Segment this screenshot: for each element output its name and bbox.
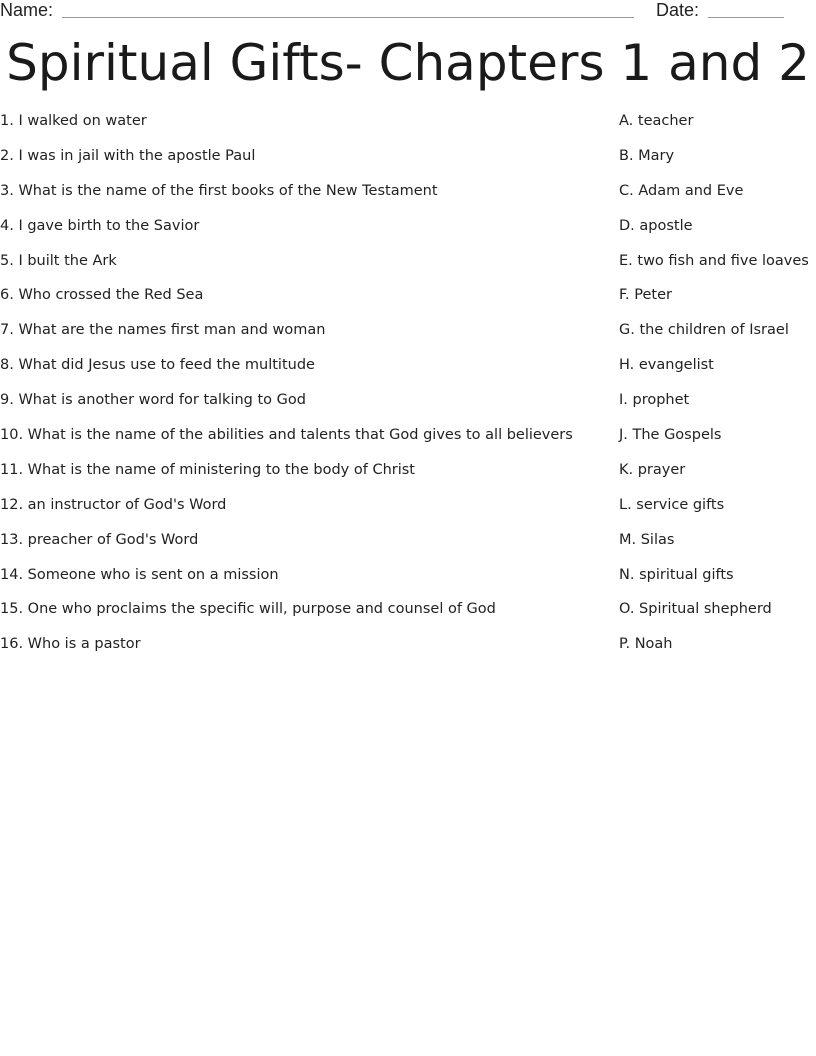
answer-item: N. spiritual gifts bbox=[619, 566, 734, 583]
answer-item: D. apostle bbox=[619, 217, 693, 234]
question-item: 11. What is the name of ministering to the body of Christ bbox=[0, 461, 415, 478]
answer-item: L. service gifts bbox=[619, 496, 725, 513]
answer-item: J. The Gospels bbox=[619, 427, 722, 444]
date-label: Date: bbox=[656, 0, 700, 20]
header-row bbox=[0, 0, 816, 22]
question-item: 1. I walked on water bbox=[0, 113, 147, 129]
answer-item: A. teacher bbox=[619, 113, 694, 129]
questions-list bbox=[0, 110, 605, 668]
answer-item: B. Mary bbox=[619, 147, 675, 164]
question-item: 3. What is the name of the first books of the New Testament bbox=[0, 182, 438, 199]
answer-item: O. Spiritual shepherd bbox=[619, 601, 772, 618]
question-item: 8. What did Jesus use to feed the multitude bbox=[0, 357, 315, 374]
question-item: 13. preacher of God's Word bbox=[0, 531, 199, 548]
answers-list bbox=[619, 110, 816, 668]
question-item: 10. What is the name of the abilities and talents that God gives to all believers bbox=[0, 427, 573, 444]
page-title: Spiritual Gifts- Chapters 1 and 2 bbox=[6, 34, 810, 92]
question-item: 2. I was in jail with the apostle Paul bbox=[0, 147, 256, 164]
answer-item: P. Noah bbox=[619, 636, 673, 653]
question-item: 12. an instructor of God's Word bbox=[0, 496, 227, 513]
answer-item: I. prophet bbox=[619, 392, 690, 409]
question-item: 16. Who is a pastor bbox=[0, 636, 141, 653]
answer-item: C. Adam and Eve bbox=[619, 182, 744, 199]
question-item: 7. What are the names first man and woman bbox=[0, 322, 326, 339]
name-blank-line[interactable] bbox=[62, 17, 634, 18]
question-item: 4. I gave birth to the Savior bbox=[0, 217, 200, 234]
question-item: 6. Who crossed the Red Sea bbox=[0, 287, 204, 304]
question-item: 14. Someone who is sent on a mission bbox=[0, 566, 279, 583]
date-blank-line[interactable] bbox=[708, 17, 784, 18]
question-item: 15. One who proclaims the specific will, purpose and counsel of God bbox=[0, 601, 496, 618]
question-item: 5. I built the Ark bbox=[0, 252, 117, 269]
answer-item: F. Peter bbox=[619, 287, 672, 304]
answer-item: M. Silas bbox=[619, 531, 675, 548]
question-item: 9. What is another word for talking to God bbox=[0, 392, 306, 409]
answer-item: E. two fish and five loaves bbox=[619, 252, 809, 269]
answer-item: K. prayer bbox=[619, 461, 686, 478]
name-label: Name: bbox=[0, 0, 54, 20]
answer-item: H. evangelist bbox=[619, 357, 714, 374]
answer-item: G. the children of Israel bbox=[619, 322, 789, 339]
